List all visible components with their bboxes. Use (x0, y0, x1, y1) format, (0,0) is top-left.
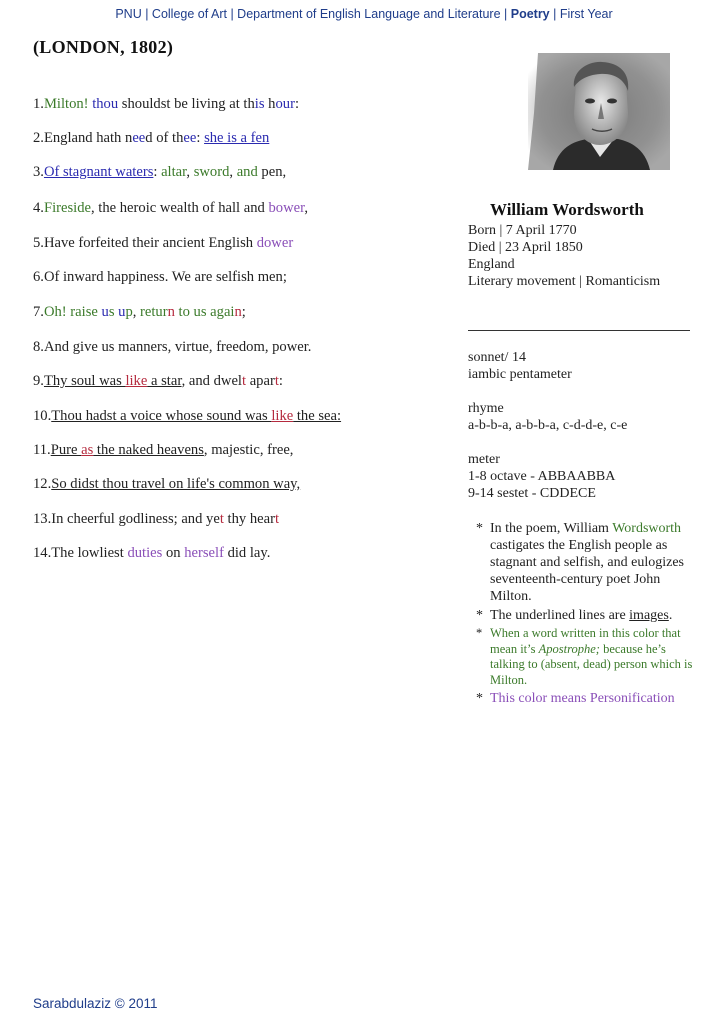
poem-line-2 (33, 130, 269, 147)
image-phrase: the sea: (293, 408, 342, 424)
poem-line-4 (33, 200, 308, 217)
line-number: 4. (33, 200, 44, 216)
sound-segment: ee (132, 130, 146, 146)
line-number: 12. (33, 476, 52, 492)
image-phrase: Of stagnant waters (43, 164, 154, 180)
poem-title: (LONDON, 1802) (33, 37, 174, 57)
image-phrase: a star (147, 373, 182, 389)
text-segment: 5.Have forfeited their ancient English (33, 235, 257, 251)
poem-line-13 (33, 511, 279, 528)
text-segment: did lay. (223, 545, 271, 561)
meter-info (468, 451, 698, 502)
apostrophe-word: altar (161, 164, 187, 180)
poem-line-9 (33, 373, 283, 390)
image-phrase: the naked heavens (93, 442, 204, 458)
rhyme-info (468, 400, 698, 434)
line-number: 10. (33, 408, 52, 424)
bullet-star: * (476, 608, 483, 623)
sound-segment: t (274, 373, 279, 389)
apostrophe-word: sword (193, 164, 230, 180)
rhyme-scheme: a-b-b-a, a-b-b-a, c-d-d-e, c-e (468, 418, 628, 433)
poet-died: Died | 23 April 1850 (468, 240, 583, 255)
text-segment: , the heroic wealth of hall and (90, 200, 269, 216)
note-text: . (668, 608, 673, 623)
text-segment: thy hear (223, 511, 275, 527)
text-segment: d of th (145, 130, 184, 146)
note-1 (476, 520, 698, 605)
sound-word: thou (92, 96, 119, 112)
note-text: In the poem, William (490, 521, 613, 536)
text-segment: shouldst be living at th (118, 96, 255, 112)
apostrophe-word: Oh! raise (43, 304, 98, 320)
line-number: 1. (33, 96, 44, 112)
sound-segment: our (275, 96, 295, 112)
note-3 (476, 626, 698, 688)
simile-word: like (271, 408, 294, 424)
text-segment: 2.England hath n (33, 130, 133, 146)
line-number: 9. (33, 373, 44, 389)
personification-word: herself (184, 545, 224, 561)
poem-line-11 (33, 442, 293, 459)
form-meter-type: iambic pentameter (468, 367, 572, 382)
poem-line-6 (33, 269, 287, 286)
personification-word: bower (268, 200, 305, 216)
note-text: This color means Personification (490, 691, 675, 706)
image-phrase: she is a fen (204, 130, 270, 146)
text-segment: on (162, 545, 185, 561)
text-segment: , (229, 164, 237, 180)
poem-line-7 (33, 304, 246, 321)
form-type: sonnet/ 14 (468, 350, 526, 365)
text-segment: : (294, 96, 299, 112)
apostrophe-word: agai (210, 304, 235, 320)
rhyme-label: rhyme (468, 401, 504, 416)
text-segment: 6.Of inward happiness. We are selfish men; (33, 269, 287, 285)
sound-segment: u (118, 304, 126, 320)
bullet-star: * (476, 521, 483, 536)
note-underlined: images (629, 608, 669, 623)
sound-segment: n (167, 304, 175, 320)
text-segment: ; (241, 304, 246, 320)
sound-segment: t (219, 511, 224, 527)
bullet-star: * (476, 626, 483, 640)
poem-line-12 (33, 476, 300, 493)
note-2 (476, 607, 698, 624)
header-bold: Poetry (510, 7, 550, 21)
text-segment: , and dwel (181, 373, 242, 389)
text-segment: , (132, 304, 141, 320)
header-prefix: PNU | College of Art | Department of English Language and Literature | (115, 7, 511, 21)
apostrophe-word: to us (174, 304, 211, 320)
note-highlight: Wordsworth (612, 521, 682, 536)
poet-born: Born | 7 April 1770 (468, 223, 577, 238)
sound-segment: t (274, 511, 280, 527)
sound-segment: n (234, 304, 242, 320)
meter-octave: 1-8 octave - ABBAABBA (468, 469, 616, 484)
note-italic: Apostrophe; (538, 641, 600, 656)
text-segment: : (278, 373, 283, 389)
apostrophe-word: Milton! (43, 96, 89, 112)
simile-word: as (81, 442, 94, 458)
note-text: When a word written in this color that mean it’s (490, 626, 681, 656)
text-segment: h (264, 96, 276, 112)
apostrophe-word: p (125, 304, 133, 320)
simile-word: like (125, 373, 148, 389)
note-text: The underlined lines are (490, 608, 630, 623)
poem-line-10 (33, 408, 341, 425)
poet-name: William Wordsworth (490, 200, 644, 219)
page-header (0, 7, 728, 21)
divider (468, 330, 690, 331)
poet-info (468, 222, 698, 290)
text-segment: 14.The lowliest (33, 545, 128, 561)
sound-segment: is (254, 96, 265, 112)
personification-word: duties (127, 545, 163, 561)
poem-line-8 (33, 339, 311, 356)
notes-list (476, 520, 698, 707)
text-segment: , majestic, free, (203, 442, 294, 458)
poet-country: England (468, 257, 515, 272)
poem-line-1 (33, 96, 299, 113)
text-segment: , (186, 164, 194, 180)
image-phrase: Thy soul was (43, 373, 126, 389)
apostrophe-word: and (236, 164, 258, 180)
poet-portrait (528, 53, 670, 170)
poet-movement: Literary movement | Romanticism (468, 274, 661, 289)
meter-label: meter (468, 452, 500, 467)
note-4 (476, 690, 698, 707)
poem-line-3 (33, 164, 286, 181)
sound-segment: t (241, 373, 247, 389)
sound-segment: ee (183, 130, 197, 146)
form-info (468, 349, 698, 383)
text-segment: 8.And give us manners, virtue, freedom, power. (33, 339, 312, 355)
line-number: 7. (33, 304, 44, 320)
text-segment: 13.In cheerful godliness; and ye (33, 511, 220, 527)
apostrophe-word: Fireside (43, 200, 91, 216)
text-segment: : (196, 130, 205, 146)
note-text: castigates the English people as stagnant and selfish, and eulogizes seventeenth-century poet John Milton. (490, 538, 685, 604)
image-phrase: Thou hadst a voice whose sound was (51, 408, 272, 424)
sound-segment: u (101, 304, 109, 320)
bullet-star: * (476, 691, 483, 706)
text-segment: apar (246, 373, 275, 389)
note-text: because he’s talking to (absent, dead) person which is Milton. (490, 641, 693, 687)
poem-line-5 (33, 235, 293, 252)
line-number: 3. (33, 164, 44, 180)
header-suffix: | First Year (549, 7, 613, 21)
apostrophe-word: s (108, 304, 119, 320)
apostrophe-word: retur (140, 304, 168, 320)
poem-line-14 (33, 545, 270, 562)
footer-credit: Sarabdulaziz © 2011 (33, 996, 158, 1011)
text-segment: , (304, 200, 309, 216)
meter-sestet: 9-14 sestet - CDDECE (468, 486, 596, 501)
text-segment: pen, (257, 164, 287, 180)
line-number: 11. (33, 442, 51, 458)
text-segment: : (153, 164, 162, 180)
image-phrase: So didst thou travel on life's common way, (51, 476, 301, 492)
personification-word: dower (256, 235, 294, 251)
image-phrase: Pure (50, 442, 82, 458)
